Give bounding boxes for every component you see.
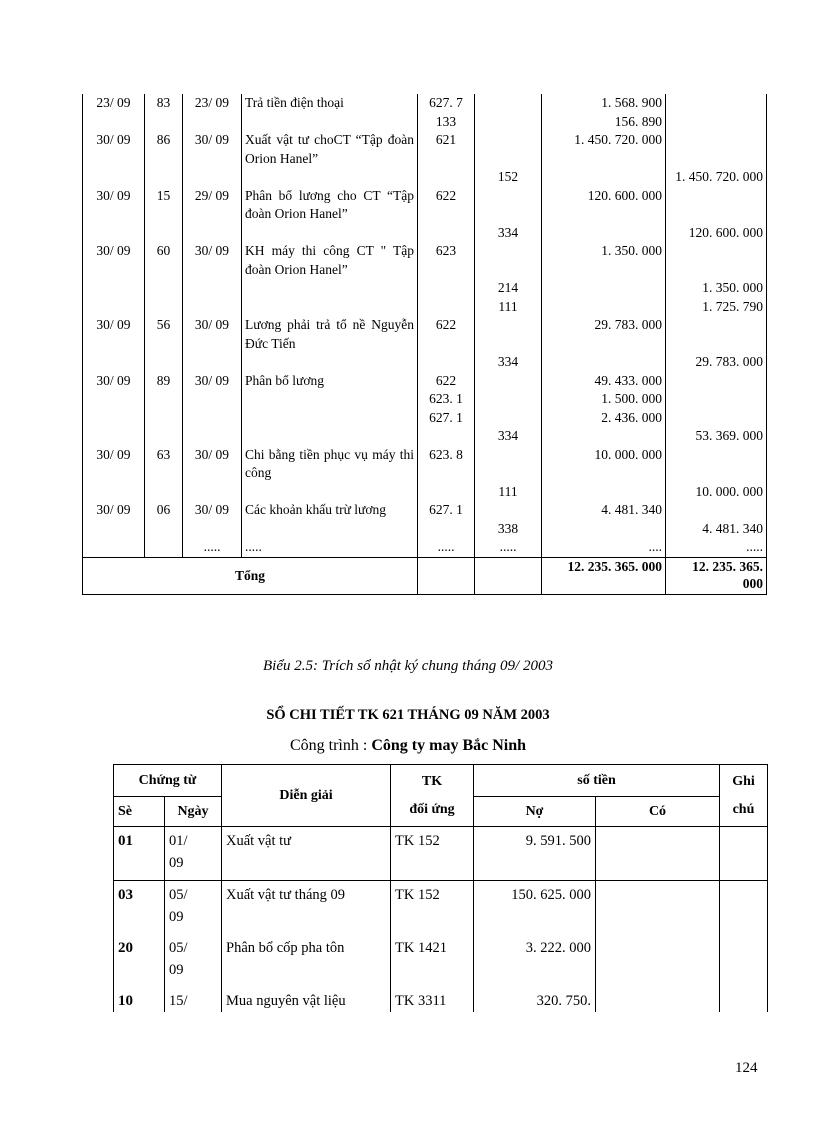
journal-credit-amount — [666, 316, 767, 353]
project-name: Công ty may Bắc Ninh — [371, 737, 527, 754]
ledger-account: TK 152 — [391, 827, 474, 881]
journal-voucher-date — [183, 427, 242, 446]
journal-credit-account: 338 — [475, 520, 542, 539]
header-ngay: Ngày — [165, 797, 222, 827]
journal-description — [242, 279, 418, 316]
journal-debit-amount — [542, 520, 666, 539]
journal-credit-amount — [666, 446, 767, 483]
journal-total-credit: 12. 235. 365. 000 — [666, 557, 767, 594]
journal-debit-account: 622 — [418, 316, 475, 353]
journal-row — [83, 187, 767, 224]
journal-credit-account: 214 111 — [475, 279, 542, 316]
journal-debit-account — [418, 427, 475, 446]
journal-description: ..... — [242, 538, 418, 557]
journal-debit-amount: 120. 600. 000 — [542, 187, 666, 224]
journal-credit-amount: ..... — [666, 538, 767, 557]
journal-date — [83, 353, 145, 372]
journal-credit-account: 334 — [475, 224, 542, 243]
journal-date: 30/ 09 — [83, 446, 145, 483]
journal-row — [83, 520, 767, 539]
ledger-debit: 9. 591. 500 — [474, 827, 596, 881]
journal-row — [83, 538, 767, 557]
journal-debit-amount — [542, 353, 666, 372]
journal-debit-account: ..... — [418, 538, 475, 557]
ledger-credit — [596, 827, 720, 881]
journal-date — [83, 483, 145, 502]
journal-row — [83, 501, 767, 520]
journal-debit-account — [418, 168, 475, 187]
journal-voucher-date — [183, 483, 242, 502]
journal-description: Các khoản khấu trừ lương — [242, 501, 418, 520]
header-chung-tu: Chứng từ — [114, 765, 222, 797]
journal-row — [83, 372, 767, 428]
ledger-account: TK 3311 — [391, 987, 474, 1012]
journal-debit-amount: 4. 481. 340 — [542, 501, 666, 520]
journal-total-label: Tổng — [83, 557, 418, 594]
journal-voucher-no: 86 — [145, 131, 183, 168]
ledger-row — [114, 987, 768, 1012]
journal-voucher-date — [183, 279, 242, 316]
journal-table — [82, 94, 767, 595]
journal-debit-amount — [542, 483, 666, 502]
journal-date: 30/ 09 — [83, 187, 145, 224]
journal-credit-account — [475, 187, 542, 224]
ledger-desc: Xuất vật tư — [222, 827, 391, 881]
journal-voucher-date: ..... — [183, 538, 242, 557]
journal-date — [83, 520, 145, 539]
journal-credit-amount: 120. 600. 000 — [666, 224, 767, 243]
journal-row — [83, 316, 767, 353]
journal-debit-account — [418, 224, 475, 243]
journal-body — [83, 94, 767, 557]
journal-description — [242, 427, 418, 446]
journal-row — [83, 131, 767, 168]
journal-description — [242, 520, 418, 539]
header-tk-doi-ung: TK đối ứng — [391, 765, 474, 827]
journal-description: KH máy thi công CT " Tập đoàn Orion Hanel” — [242, 242, 418, 279]
ledger-row — [114, 881, 768, 935]
journal-credit-amount: 53. 369. 000 — [666, 427, 767, 446]
journal-voucher-date — [183, 353, 242, 372]
journal-total-debit: 12. 235. 365. 000 — [542, 557, 666, 594]
ledger-credit — [596, 987, 720, 1012]
journal-voucher-date — [183, 520, 242, 539]
journal-date — [83, 224, 145, 243]
journal-date: 23/ 09 — [83, 94, 145, 131]
journal-debit-account: 622 623. 1 627. 1 — [418, 372, 475, 428]
header-ghi-chu: Ghi chú — [720, 765, 768, 827]
ledger-desc: Phân bổ cốp pha tôn — [222, 934, 391, 987]
journal-credit-account — [475, 131, 542, 168]
journal-credit-account: 111 — [475, 483, 542, 502]
journal-debit-account — [418, 353, 475, 372]
journal-debit-amount: .... — [542, 538, 666, 557]
journal-voucher-no — [145, 483, 183, 502]
ledger-so: 20 — [114, 934, 165, 987]
journal-voucher-date: 29/ 09 — [183, 187, 242, 224]
journal-description: Lương phải trả tổ nề Nguyễn Đức Tiến — [242, 316, 418, 353]
journal-debit-account: 621 — [418, 131, 475, 168]
journal-row — [83, 353, 767, 372]
journal-credit-account — [475, 242, 542, 279]
journal-date: 30/ 09 — [83, 501, 145, 520]
journal-total-row — [83, 557, 767, 594]
journal-voucher-no — [145, 427, 183, 446]
journal-debit-account: 622 — [418, 187, 475, 224]
project-label: Công trình : — [289, 737, 372, 754]
ledger-note — [720, 987, 768, 1012]
ledger-credit — [596, 881, 720, 935]
journal-voucher-no: 15 — [145, 187, 183, 224]
journal-voucher-date: 30/ 09 — [183, 131, 242, 168]
journal-credit-account — [475, 372, 542, 428]
journal-debit-account: 623 — [418, 242, 475, 279]
ledger-so: 01 — [114, 827, 165, 881]
journal-row — [83, 483, 767, 502]
journal-credit-account: 152 — [475, 168, 542, 187]
journal-credit-amount — [666, 187, 767, 224]
ledger-date: 01/ 09 — [165, 827, 222, 881]
ledger-project — [0, 737, 816, 755]
journal-voucher-date: 23/ 09 — [183, 94, 242, 131]
journal-description — [242, 224, 418, 243]
ledger-desc: Mua nguyên vật liệu — [222, 987, 391, 1012]
journal-row — [83, 168, 767, 187]
header-so-tien: số tiền — [474, 765, 720, 797]
ledger-row — [114, 934, 768, 987]
journal-debit-amount: 10. 000. 000 — [542, 446, 666, 483]
journal-credit-account — [475, 446, 542, 483]
journal-credit-amount: 29. 783. 000 — [666, 353, 767, 372]
journal-voucher-no: 60 — [145, 242, 183, 279]
journal-debit-amount: 1. 350. 000 — [542, 242, 666, 279]
journal-voucher-date — [183, 224, 242, 243]
journal-debit-amount — [542, 168, 666, 187]
ledger-note — [720, 881, 768, 935]
journal-credit-amount: 1. 350. 000 1. 725. 790 — [666, 279, 767, 316]
journal-debit-amount: 1. 568. 900 156. 890 — [542, 94, 666, 131]
journal-voucher-no: 83 — [145, 94, 183, 131]
journal-date — [83, 427, 145, 446]
ledger-debit: 150. 625. 000 — [474, 881, 596, 935]
journal-debit-account: 627. 1 — [418, 501, 475, 520]
journal-debit-amount — [542, 224, 666, 243]
journal-date: 30/ 09 — [83, 242, 145, 279]
journal-row — [83, 427, 767, 446]
journal-date — [83, 538, 145, 557]
ledger-date: 05/ 09 — [165, 934, 222, 987]
journal-credit-amount — [666, 242, 767, 279]
journal-credit-amount: 1. 450. 720. 000 — [666, 168, 767, 187]
journal-debit-account: 627. 7 133 — [418, 94, 475, 131]
journal-credit-amount — [666, 501, 767, 520]
journal-description: Phân bổ lương — [242, 372, 418, 428]
journal-voucher-no: 56 — [145, 316, 183, 353]
ledger-date: 15/ — [165, 987, 222, 1012]
journal-voucher-no — [145, 520, 183, 539]
ledger-account: TK 152 — [391, 881, 474, 935]
journal-credit-amount: 10. 000. 000 — [666, 483, 767, 502]
journal-voucher-date — [183, 168, 242, 187]
header-so: Sè — [114, 797, 165, 827]
journal-credit-amount — [666, 372, 767, 428]
journal-voucher-no — [145, 279, 183, 316]
journal-voucher-date: 30/ 09 — [183, 316, 242, 353]
journal-credit-account: 334 — [475, 353, 542, 372]
journal-credit-account — [475, 94, 542, 131]
figure-caption: Biểu 2.5: Trích sổ nhật ký chung tháng 09/ 2003 — [263, 658, 553, 674]
ledger-debit: 320. 750. — [474, 987, 596, 1012]
journal-debit-amount: 29. 783. 000 — [542, 316, 666, 353]
journal-row — [83, 446, 767, 483]
journal-date — [83, 279, 145, 316]
journal-row — [83, 242, 767, 279]
journal-voucher-no — [145, 168, 183, 187]
ledger-so: 10 — [114, 987, 165, 1012]
ledger-table — [113, 764, 768, 1012]
journal-date — [83, 168, 145, 187]
ledger-note — [720, 934, 768, 987]
journal-debit-account — [418, 483, 475, 502]
header-co: Có — [596, 797, 720, 827]
journal-credit-account — [475, 501, 542, 520]
journal-voucher-no: 06 — [145, 501, 183, 520]
ledger-account: TK 1421 — [391, 934, 474, 987]
journal-voucher-no — [145, 353, 183, 372]
header-dien-giai: Diễn giải — [222, 765, 391, 827]
ledger-debit: 3. 222. 000 — [474, 934, 596, 987]
journal-voucher-no — [145, 538, 183, 557]
header-no: Nợ — [474, 797, 596, 827]
ledger-credit — [596, 934, 720, 987]
journal-date: 30/ 09 — [83, 316, 145, 353]
journal-debit-account — [418, 520, 475, 539]
journal-voucher-no — [145, 224, 183, 243]
journal-description: Phân bổ lương cho CT “Tập đoàn Orion Hanel” — [242, 187, 418, 224]
journal-voucher-date: 30/ 09 — [183, 242, 242, 279]
journal-voucher-no: 89 — [145, 372, 183, 428]
ledger-title: SỔ CHI TIẾT TK 621 THÁNG 09 NĂM 2003 — [266, 707, 550, 723]
journal-description: Trả tiền điện thoại — [242, 94, 418, 131]
journal-row — [83, 94, 767, 131]
journal-credit-account: ..... — [475, 538, 542, 557]
journal-row — [83, 279, 767, 316]
journal-debit-account — [418, 279, 475, 316]
journal-debit-account: 623. 8 — [418, 446, 475, 483]
ledger-note — [720, 827, 768, 881]
journal-credit-account — [475, 316, 542, 353]
journal-debit-amount: 49. 433. 000 1. 500. 000 2. 436. 000 — [542, 372, 666, 428]
journal-debit-amount — [542, 279, 666, 316]
journal-credit-amount — [666, 131, 767, 168]
journal-voucher-date: 30/ 09 — [183, 372, 242, 428]
ledger-so: 03 — [114, 881, 165, 935]
journal-credit-amount: 4. 481. 340 — [666, 520, 767, 539]
journal-date: 30/ 09 — [83, 372, 145, 428]
journal-description: Chi bằng tiền phục vụ máy thi công — [242, 446, 418, 483]
journal-voucher-date: 30/ 09 — [183, 446, 242, 483]
journal-voucher-no: 63 — [145, 446, 183, 483]
ledger-desc: Xuất vật tư tháng 09 — [222, 881, 391, 935]
journal-description — [242, 353, 418, 372]
ledger-date: 05/ 09 — [165, 881, 222, 935]
journal-debit-amount — [542, 427, 666, 446]
journal-description: Xuất vật tư choCT “Tập đoàn Orion Hanel” — [242, 131, 418, 168]
page-number: 124 — [735, 1060, 758, 1076]
journal-voucher-date: 30/ 09 — [183, 501, 242, 520]
journal-debit-amount: 1. 450. 720. 000 — [542, 131, 666, 168]
journal-description — [242, 483, 418, 502]
journal-description — [242, 168, 418, 187]
journal-row — [83, 224, 767, 243]
ledger-row — [114, 827, 768, 881]
journal-credit-account: 334 — [475, 427, 542, 446]
journal-credit-amount — [666, 94, 767, 131]
journal-date: 30/ 09 — [83, 131, 145, 168]
